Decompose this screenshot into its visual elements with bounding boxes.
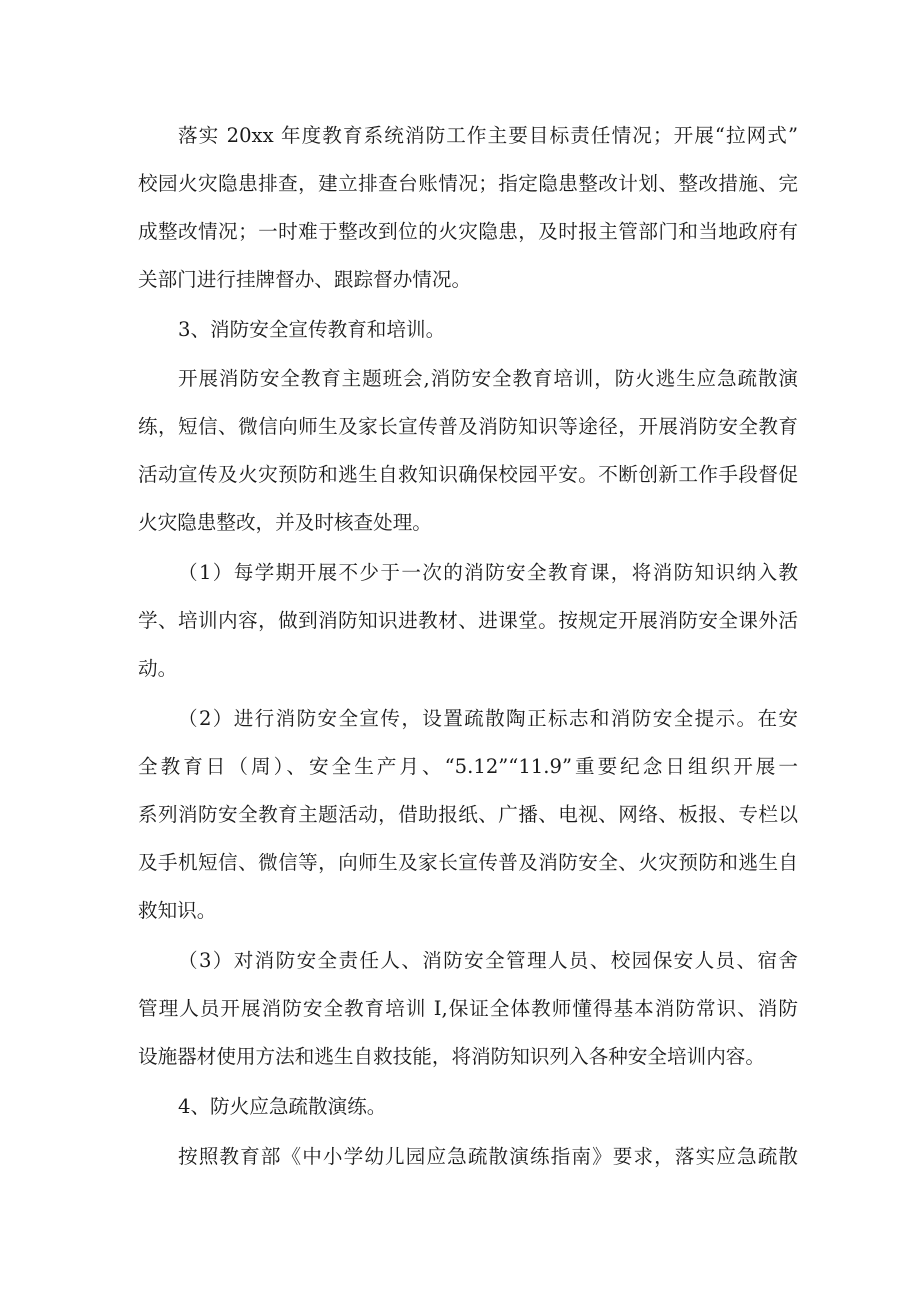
text-line: 火灾隐患整改，并及时核查处理。 (138, 511, 432, 534)
text-line: 落实 20xx 年度教育系统消防工作主要目标责任情况；开展“拉网式” (178, 124, 798, 147)
section-heading-3: 3、消防安全宣传教育和培训。 (178, 318, 446, 341)
text-line: 动。 (138, 657, 178, 680)
section-heading-4: 4、防火应急疏散演练。 (178, 1095, 387, 1118)
text-line: 管理人员开展消防安全教育培训 I,保证全体教师懂得基本消防常识、消防 (138, 997, 798, 1020)
text-line: （2）进行消防安全宣传，设置疏散陶正标志和消防安全提示。在安 (178, 707, 798, 730)
text-line: 关部门进行挂牌督办、跟踪督办情况。 (138, 268, 472, 291)
text-line: 开展消防安全教育主题班会,消防安全教育培训，防火逃生应急疏散演 (178, 367, 798, 390)
text-line: 全教育日（周）、安全生产月、“5.12”“11.9”重要纪念日组织开展一 (138, 755, 798, 778)
text-line: 系列消防安全教育主题活动，借助报纸、广播、电视、网络、板报、专栏以 (138, 803, 798, 826)
text-line: 设施器材使用方法和逃生自救技能，将消防知识列入各种安全培训内容。 (138, 1045, 765, 1068)
text-line: 学、培训内容，做到消防知识进教材、进课堂。按规定开展消防安全课外活 (138, 609, 798, 632)
text-line: （3）对消防安全责任人、消防安全管理人员、校园保安人员、宿舍 (178, 949, 798, 972)
text-line: 成整改情况；一时难于整改到位的火灾隐患，及时报主管部门和当地政府有 (138, 220, 798, 243)
text-line: 活动宣传及火灾预防和逃生自救知识确保校园平安。不断创新工作手段督促 (138, 463, 798, 486)
text-line: 按照教育部《中小学幼儿园应急疏散演练指南》要求，落实应急疏散 (178, 1145, 798, 1168)
text-line: 及手机短信、微信等，向师生及家长宣传普及消防安全、火灾预防和逃生自 (138, 851, 798, 874)
text-line: （1）每学期开展不少于一次的消防安全教育课，将消防知识纳入教 (178, 561, 798, 584)
text-line: 练，短信、微信向师生及家长宣传普及消防知识等途径，开展消防安全教育 (138, 415, 798, 438)
text-line: 救知识。 (138, 899, 217, 922)
text-line: 校园火灾隐患排查，建立排查台账情况；指定隐患整改计划、整改措施、完 (138, 172, 798, 195)
